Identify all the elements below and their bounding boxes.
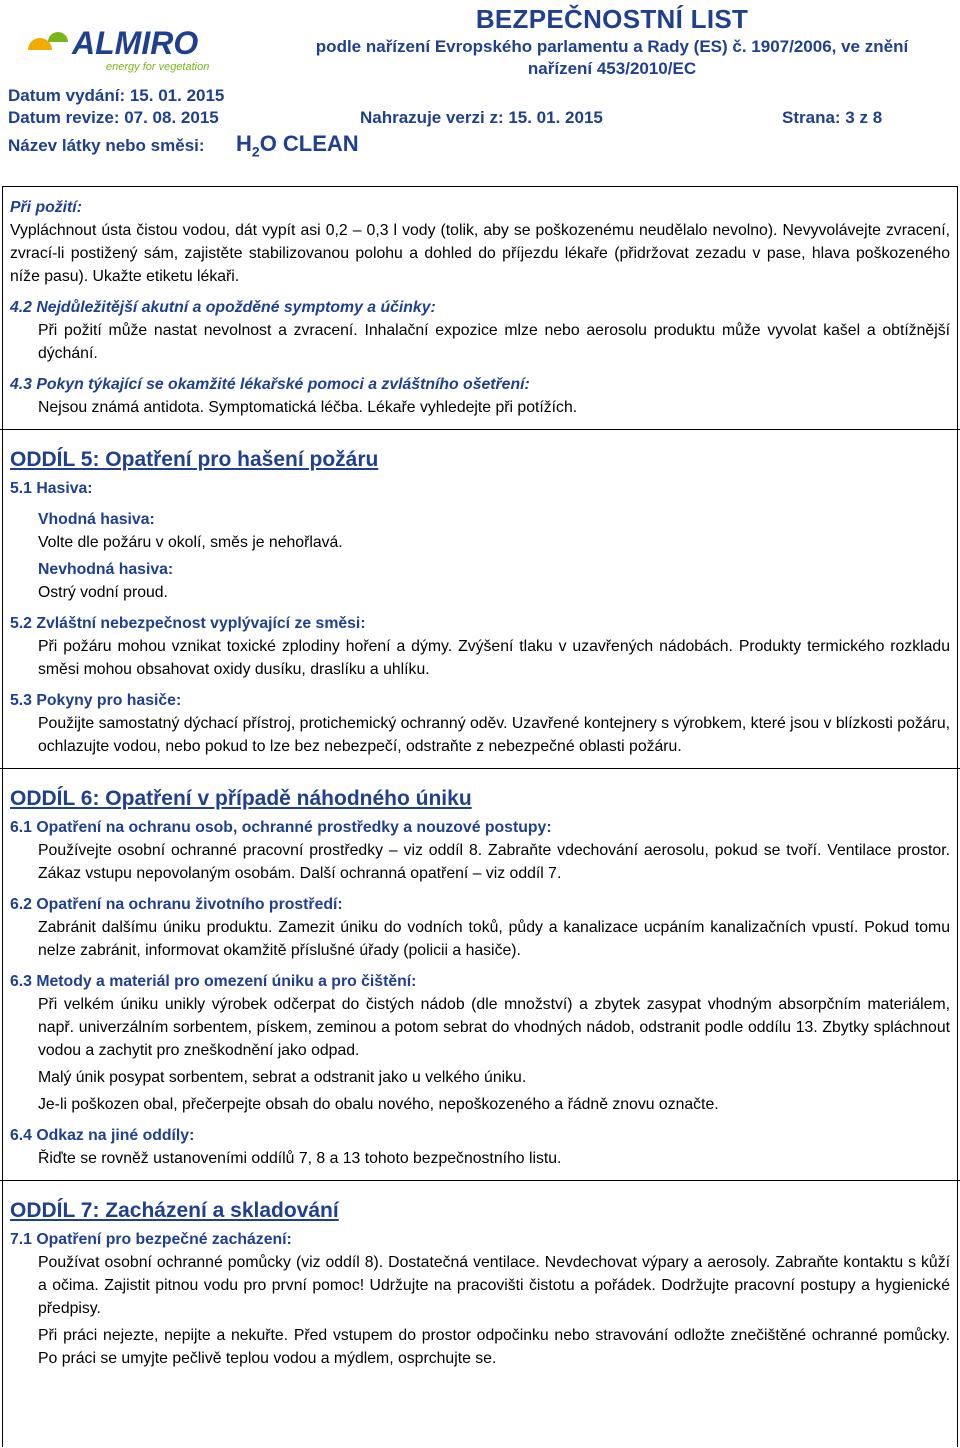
section-4-2-heading: 4.2 Nejdůležitější akutní a opožděné symptomy a účinky:	[10, 299, 436, 316]
revision-date: Datum revize: 07. 08. 2015	[8, 108, 219, 127]
suitable-media-text: Volte dle požáru v okolí, směs je nehořlavá.	[38, 534, 343, 551]
section-5-title: ODDÍL 5: Opatření pro hašení požáru	[10, 448, 379, 471]
section-4-3-text: Nejsou známá antidota. Symptomatická léčba. Lékaře vyhledejte při potížích.	[38, 399, 578, 416]
section-7-1-heading: 7.1 Opatření pro bezpečné zacházení:	[10, 1231, 292, 1248]
section-6-4-heading: 6.4 Odkaz na jiné oddíly:	[10, 1127, 195, 1144]
suitable-media-heading: Vhodná hasiva:	[38, 511, 155, 528]
section-7-title: ODDÍL 7: Zacházení a skladování	[10, 1199, 339, 1222]
section-6-3-text-b: Malý únik posypat sorbentem, sebrat a odstranit jako u velkého úniku.	[38, 1069, 527, 1086]
section-4-2-text: Při požití může nastat nevolnost a zvracení. Inhalační expozice mlze nebo aerosolu produktu může vyvolat kašel a obtížnější dýchání.	[38, 322, 950, 362]
section-6-3-text-a: Při velkém úniku unikly výrobek odčerpat do čistých nádob (dle množství) a zbytek zasypat vhodným absorpčním materiálem, např. univerzálním sorbentem, pískem, zeminou a potom sebrat do vhodných nádob, odstranit podle oddílu 13. Zbytky spláchnout vodou a zachytit pro zneškodnění jako odpad.	[38, 996, 950, 1059]
section-6-2-heading: 6.2 Opatření na ochranu životního prostředí:	[10, 896, 343, 913]
substance-name-label: Název látky nebo směsi:	[8, 136, 205, 155]
section-5-3-heading: 5.3 Pokyny pro hasiče:	[10, 692, 182, 709]
section-divider	[0, 429, 960, 430]
section-4-3-heading: 4.3 Pokyn týkající se okamžité lékařské pomoci a zvláštního ošetření:	[10, 376, 530, 393]
subtitle-line-1: podle nařízení Evropského parlamentu a Rady (ES) č. 1907/2006, ve znění	[315, 37, 909, 56]
unsuitable-media-heading: Nevhodná hasiva:	[38, 561, 174, 578]
page-header	[0, 0, 960, 170]
section-6-1-text: Používejte osobní ochranné pracovní prostředky – viz oddíl 8. Zabraňte vdechování aerosolu, pokud se tvoří. Ventilace prostor. Zákaz vstupu nepovolaným osobám. Další ochranná opatření – viz oddíl 7.	[38, 842, 950, 882]
section-divider	[0, 1180, 960, 1181]
section-5-1-heading: 5.1 Hasiva:	[10, 480, 93, 497]
section-6-title: ODDÍL 6: Opatření v případě náhodného úniku	[10, 787, 472, 810]
almiro-logo	[20, 14, 220, 74]
substance-name: $H_2O$ CLEAN	[236, 131, 359, 160]
section-6-3-text-c: Je-li poškozen obal, přečerpejte obsah do obalu nového, nepoškozeného a řádně znovu označte.	[38, 1096, 719, 1113]
section-6-2-text: Zabránit dalšímu úniku produktu. Zamezit úniku do vodních toků, půdy a kanalizace ucpáním kanalizačních vpustí. Pokud tomu nelze zabránit, informovat okamžitě příslušné úřady (policii a hasiče).	[38, 919, 950, 959]
replaces-version: Nahrazuje verzi z: 15. 01. 2015	[360, 108, 603, 127]
section-6-3-heading: 6.3 Metody a materiál pro omezení úniku a pro čištění:	[10, 973, 417, 990]
section-7-1-text-b: Při práci nejezte, nepijte a nekuřte. Před vstupem do prostor odpočinku nebo stravování odložte znečištěné ochranné pomůcky. Po práci se umyjte pečlivě teplou vodou a mýdlem, osprchujte se.	[38, 1327, 950, 1367]
section-6-4-text: Řiďte se rovněž ustanoveními oddílů 7, 8 a 13 tohoto bezpečnostního listu.	[38, 1150, 562, 1167]
section-5-2-text: Při požáru mohou vznikat toxické zplodiny hoření a dýmy. Zvýšení tlaku v uzavřených nádobách. Produkty termického rozkladu směsi mohou obsahovat oxidy dusíku, draslíku a uhlíku.	[38, 638, 950, 678]
section-6-1-heading: 6.1 Opatření na ochranu osob, ochranné prostředky a nouzové postupy:	[10, 819, 552, 836]
section-5-2-heading: 5.2 Zvláštní nebezpečnost vyplývající ze směsi:	[10, 615, 366, 632]
section-divider	[0, 768, 960, 769]
section-7-1-text-a: Používat osobní ochranné pomůcky (viz oddíl 8). Dostatečná ventilace. Nevdechovat výpary a aerosoly. Zabraňte kontaktu s kůží a očima. Zajistit pitnou vodu pro první pomoc! Udržujte na pracovišti čistotu a pořádek. Dodržujte pracovní postupy a hygienické předpisy.	[38, 1254, 950, 1317]
document-subtitle	[262, 36, 960, 80]
unsuitable-media-text: Ostrý vodní proud.	[38, 584, 168, 601]
document-title: BEZPEČNOSTNÍ LIST	[475, 4, 749, 34]
logo-text: ALMIRO	[72, 25, 199, 61]
ingestion-heading: Při požití:	[10, 199, 82, 216]
document-body	[10, 188, 950, 1370]
subtitle-line-2: nařízení 453/2010/EC	[527, 59, 697, 78]
ingestion-text: Vypláchnout ústa čistou vodou, dát vypít asi 0,2 – 0,3 l vody (tolik, aby se poškozenému neudělalo nevolno). Nevyvolávejte zvracení, zvrací-li postižený sám, zajistěte stabilizovanou polohu a dohled do příjezdu lékaře (přidržovat zezadu v pase, hlava poškozeného níže pasu). Ukažte etiketu lékaři.	[10, 222, 950, 285]
section-5-3-text: Použijte samostatný dýchací přístroj, protichemický ochranný oděv. Uzavřené kontejnery s výrobkem, které jsou v blízkosti požáru, ochlazujte vodou, nebo pokud to lze bez nebezpečí, odstraňte z nebezpečné oblasti požáru.	[38, 715, 950, 755]
page-number: Strana: 3 z 8	[782, 108, 883, 127]
logo-tagline: energy for vegetation	[106, 61, 210, 73]
issue-date: Datum vydání: 15. 01. 2015	[8, 86, 225, 105]
